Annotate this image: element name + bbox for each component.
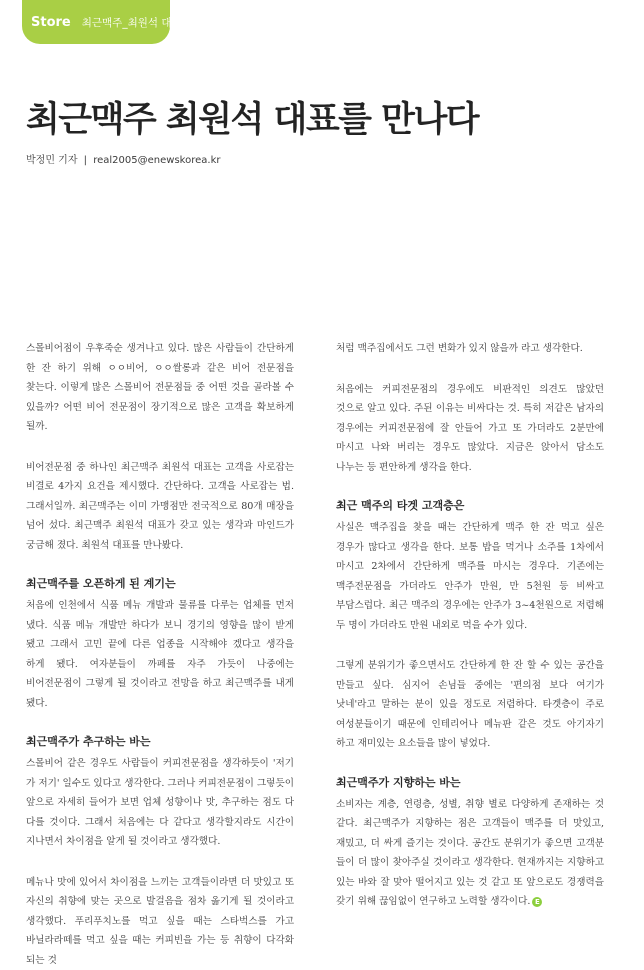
- paragraph: 메뉴나 맛에 있어서 차이점을 느끼는 고객들이라면 더 맛있고 또 자신의 취향에 맞는 곳으로 발걸음을 점차 옮기게 될 것이라고 생각했다. 푸리푸치노를 먹고 싶을 때는 스타벅스를 가고 바닐라라떼를 먹고 싶을 때는 커피빈을 가는 등 취향이 다각화 되는 것: [26, 873, 294, 970]
- paragraph: 그렇게 분위기가 좋으면서도 간단하게 한 잔 할 수 있는 공간을 만들고 싶다. 심지어 손님들 중에는 '편의점 보다 여기가 낫네'라고 말하는 분이 있을 정도로 저렴하다. 타겟층이 주로 여성분들이기 때문에 인테리어나 메뉴판 같은 것도 아기자기 하고 재미있는 요소들을 많이 넣었다.: [336, 656, 604, 754]
- paragraph: 스몰비어점이 우후죽순 생겨나고 있다. 많은 사람들이 간단하게 한 잔 하기 위해 ㅇㅇ비어, ㅇㅇ쌀롱과 같은 비어 전문점을 찾는다. 이렇게 많은 스몰비어 전문점들 중 어떤 것을 골라볼 수 있을까? 어떤 비어 전문점이 장기적으로 많은 고객을 확보하게 될까.: [26, 339, 294, 437]
- section-tab: [22, 0, 170, 44]
- article-title: 최근맥주 최원석 대표를 만나다: [26, 92, 478, 142]
- section-heading: 최근맥주를 오픈하게 된 계기는: [26, 575, 294, 592]
- paragraph: [336, 795, 604, 912]
- section-heading: 최근 맥주의 타겟 고객층은: [336, 497, 604, 514]
- right-column: [336, 339, 604, 912]
- paragraph: 처음에 인천에서 식품 메뉴 개발과 물류를 다루는 업체를 먼저 냈다. 식품 메뉴 개발만 하다가 보니 경기의 영향을 많이 받게 됐고 그래서 고민 끝에 다른 업종을 시작해야 겠다고 생각을 하게 됐다. 여자분들이 까페를 자주 가듯이 나중에는 비어전문점이 그렇게 될 것이라고 전망을 하고 최근맥주를 내게 됐다.: [26, 596, 294, 713]
- paragraph: 처럼 맥주집에서도 그런 변화가 있지 않을까 라고 생각한다.: [336, 339, 604, 359]
- byline-separator: |: [84, 155, 87, 166]
- section-heading: 최근맥주가 추구하는 바는: [26, 733, 294, 750]
- paragraph: 처음에는 커피전문점의 경우에도 비판적인 의견도 많았던 것으로 알고 있다. 주된 이유는 비싸다는 것. 특히 저같은 남자의 경우에는 커피전문점에 잘 안들어 가고 또 가더라도 2분만에 마시고 나와 버리는 경우도 많았다. 지금은 앉아서 담소도 나누는 등 편안하게 생각을 한다.: [336, 380, 604, 478]
- byline-author: 박정민 기자: [26, 155, 77, 166]
- paragraph-text: 소비자는 계층, 연령층, 성별, 취향 별로 다양하게 존재하는 것 같다. 최근맥주가 지향하는 점은 고객들이 맥주를 더 맛있고, 재밌고, 더 싸게 즐기는 것이다. 공간도 분위기가 좋으면 고객분 들이 더 많이 찾아주실 것이라고 생각한다. 현재까지는 지향하고 있는 바와 잘 맞아 떨어지고 있는 것 같고 또 앞으로도 경쟁력을 갖기 위해 끊임없이 연구하고 노력할 생각이다.: [336, 799, 604, 908]
- end-mark-icon: E: [532, 897, 542, 907]
- left-column: [26, 339, 294, 970]
- byline: [26, 151, 220, 166]
- section-breadcrumb: 최근맥주_최원석 대표: [82, 15, 182, 30]
- paragraph: 비어전문점 중 하나인 최근맥주 최원석 대표는 고객을 사로잡는 비결로 4가지 요건을 제시했다. 간단하다. 고객을 사로잡는 법. 그래서일까. 최근맥주는 이미 가맹점만 전국적으로 80개 매장을 넘어 섰다. 최근맥주 최원석 대표가 갖고 있는 생각과 마인드가 궁금해 졌다. 최원석 대표를 만나봤다.: [26, 458, 294, 556]
- byline-email: real2005@enewskorea.kr: [93, 155, 220, 166]
- paragraph: 사실은 맥주집을 찾을 때는 간단하게 맥주 한 잔 먹고 싶은 경우가 많다고 생각을 한다. 보통 밥을 먹거나 소주를 1차에서 마시고 2차에서 간단하게 맥주를 마시는 경우다. 기존에는 맥주전문점을 가더라도 안주가 만원, 만 5천원 등 비싸고 부담스럽다. 최근 맥주의 경우에는 안주가 3~4천원으로 저렴해 두 명이 가더라도 만원 내외로 먹을 수가 있다.: [336, 518, 604, 635]
- section-heading: 최근맥주가 지향하는 바는: [336, 774, 604, 791]
- section-label: Store: [31, 15, 71, 30]
- paragraph: 스몰비어 같은 경우도 사람들이 커피전문점을 생각하듯이 '저기 가 저기' 일수도 있다고 생각한다. 그러나 커피전문점이 그렇듯이 앞으로 자세히 들어가 보면 업체 성향이나 맛, 추구하는 점도 다 다를 것이다. 그래서 처음에는 다 같다고 생각할지라도 시간이 지나면서 차이점을 알게 될 것이라고 생각했다.: [26, 754, 294, 852]
